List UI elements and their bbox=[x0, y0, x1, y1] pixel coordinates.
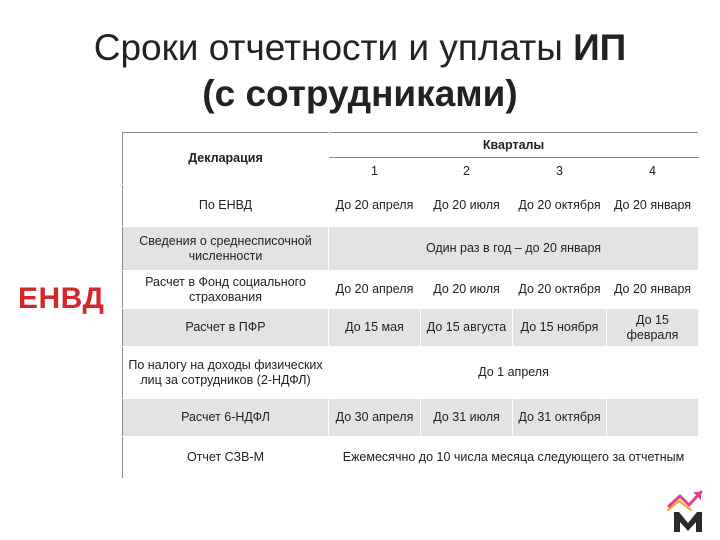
quarter-1: 1 bbox=[329, 158, 421, 185]
header-declaration: Декларация bbox=[123, 133, 329, 185]
cell: До 20 октября bbox=[513, 185, 607, 227]
page-title-line-2: (с сотрудниками) bbox=[202, 73, 518, 114]
table-row bbox=[123, 227, 699, 271]
cell: До 20 января bbox=[607, 271, 699, 309]
cell: До 20 января bbox=[607, 185, 699, 227]
cell bbox=[607, 399, 699, 437]
cell: До 20 апреля bbox=[329, 185, 421, 227]
table-row bbox=[123, 437, 699, 479]
title-bold: ИП bbox=[573, 27, 627, 68]
cell: До 20 апреля bbox=[329, 271, 421, 309]
header-quarters: Кварталы bbox=[329, 133, 699, 158]
row-label-szv: Отчет СЗВ-М bbox=[123, 437, 329, 479]
title-regular: Сроки отчетности и уплаты bbox=[93, 27, 574, 68]
quarter-2: 2 bbox=[421, 158, 513, 185]
cell-span: Один раз в год – до 20 января bbox=[329, 227, 699, 271]
cell: До 20 июля bbox=[421, 271, 513, 309]
cell: До 20 октября bbox=[513, 271, 607, 309]
table-row bbox=[123, 309, 699, 347]
cell: До 15 мая bbox=[329, 309, 421, 347]
cell-span: До 1 апреля bbox=[329, 347, 699, 399]
table-row bbox=[123, 399, 699, 437]
row-label-ndfl6: Расчет 6-НДФЛ bbox=[123, 399, 329, 437]
row-label-envd: По ЕНВД bbox=[123, 185, 329, 227]
cell: До 15 февраля bbox=[607, 309, 699, 347]
deadlines-table bbox=[122, 132, 699, 479]
row-label-ndfl2: По налогу на доходы физических лиц за сотрудников (2-НДФЛ) bbox=[123, 347, 329, 399]
table-row bbox=[123, 185, 699, 227]
brand-logo-icon bbox=[666, 488, 716, 534]
cell: До 30 апреля bbox=[329, 399, 421, 437]
cell: До 31 октября bbox=[513, 399, 607, 437]
cell: До 15 ноября bbox=[513, 309, 607, 347]
table-row bbox=[123, 347, 699, 399]
cell: До 31 июля bbox=[421, 399, 513, 437]
cell: До 20 июля bbox=[421, 185, 513, 227]
page-title-line-1 bbox=[0, 26, 720, 70]
row-label-avg: Сведения о среднесписочной численности bbox=[123, 227, 329, 271]
side-label-envd: ЕНВД bbox=[18, 282, 105, 315]
row-label-fss: Расчет в Фонд социального страхования bbox=[123, 271, 329, 309]
cell: До 15 августа bbox=[421, 309, 513, 347]
table-row bbox=[123, 271, 699, 309]
quarter-3: 3 bbox=[513, 158, 607, 185]
row-label-pfr: Расчет в ПФР bbox=[123, 309, 329, 347]
quarter-4: 4 bbox=[607, 158, 699, 185]
cell-span: Ежемесячно до 10 числа месяца следующего за отчетным bbox=[329, 437, 699, 479]
